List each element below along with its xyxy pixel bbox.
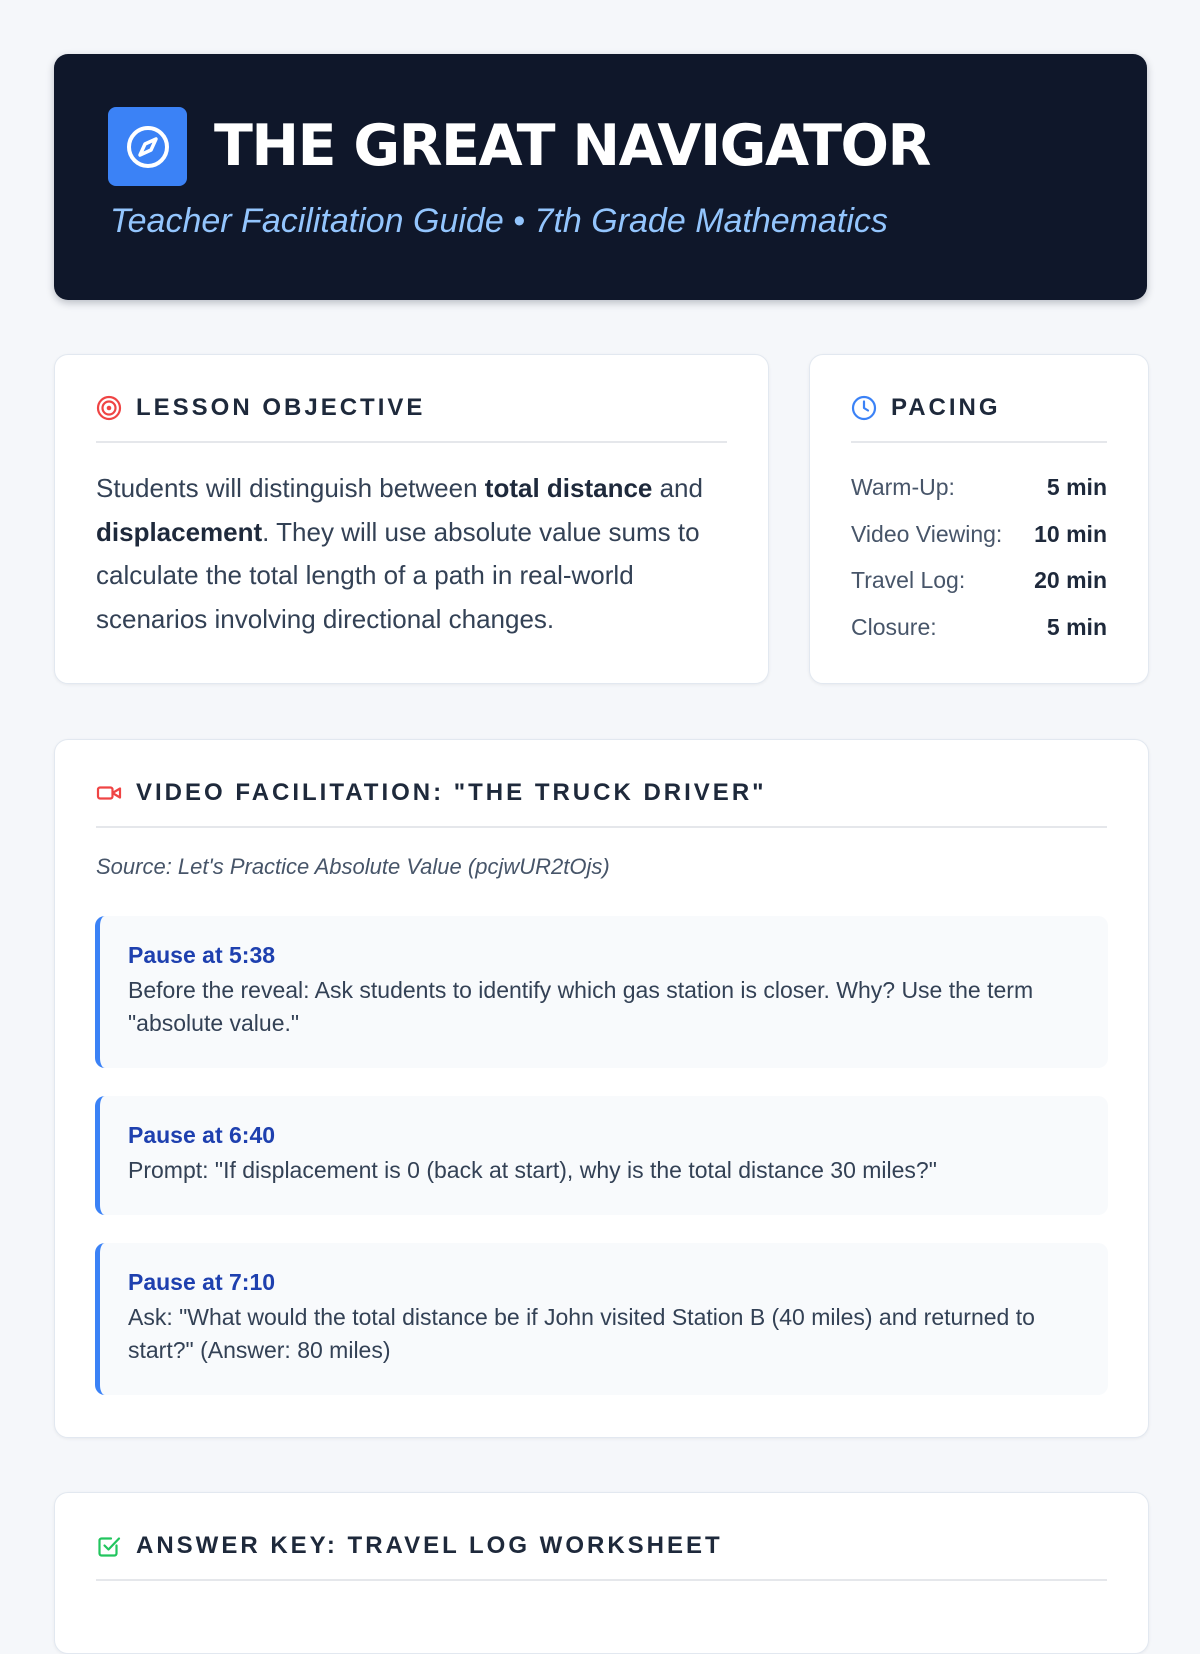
- pacing-label: Closure:: [851, 613, 937, 640]
- answer-key-header: [96, 1533, 1107, 1581]
- pacing-label: Video Viewing:: [851, 520, 1003, 547]
- answer-key-card: [54, 1492, 1149, 1654]
- compass-icon: [108, 107, 187, 186]
- pacing-value: 5 min: [1046, 613, 1107, 640]
- pacing-label: Warm-Up:: [851, 473, 955, 500]
- answer-key-heading: ANSWER KEY: TRAVEL LOG WORKSHEET: [136, 1532, 723, 1559]
- video-source: Source: Let's Practice Absolute Value (pcjwUR2tOjs): [96, 854, 610, 879]
- term-displacement: displacement: [96, 516, 263, 547]
- checkbox-icon: [96, 1533, 122, 1559]
- pause-timestamp: Pause at 5:38: [128, 942, 276, 968]
- lesson-objective-card: [54, 354, 769, 684]
- pacing-row: [851, 472, 1107, 502]
- pause-instruction: Prompt: "If displacement is 0 (back at start), why is the total distance 30 miles?": [128, 1157, 937, 1183]
- video-facilitation-header: [96, 780, 1107, 828]
- pacing-value: 20 min: [1034, 566, 1107, 593]
- lesson-objective-text: Students will distinguish between total distance and displacement. They will use absolute value sums to calculate the total length of a path in real-world scenarios involving directional changes.: [96, 473, 703, 634]
- target-icon: [96, 395, 122, 421]
- video-camera-icon: [96, 780, 122, 806]
- clock-icon: [851, 395, 877, 421]
- pause-instruction: Ask: "What would the total distance be if John visited Station B (40 miles) and returned to start?" (Answer: 80 miles): [128, 1304, 1035, 1363]
- pause-instruction: Before the reveal: Ask students to identify which gas station is closer. Why? Use the term "absolute value.": [128, 977, 1034, 1036]
- video-facilitation-heading: VIDEO FACILITATION: "THE TRUCK DRIVER": [136, 779, 767, 806]
- pacing-header: [851, 395, 1107, 443]
- pause-prompt: [95, 1096, 1108, 1215]
- term-total-distance: total distance: [484, 473, 653, 503]
- pacing-card: [809, 354, 1149, 684]
- pacing-value: 10 min: [1034, 520, 1107, 547]
- video-facilitation-card: [54, 739, 1149, 1438]
- page-title: THE GREAT NAVIGATOR: [214, 113, 930, 179]
- lesson-objective-heading: LESSON OBJECTIVE: [136, 394, 426, 421]
- pacing-row: [851, 565, 1107, 595]
- pause-timestamp: Pause at 6:40: [128, 1122, 276, 1148]
- pacing-value: 5 min: [1046, 473, 1107, 500]
- pause-timestamp: Pause at 7:10: [128, 1269, 276, 1295]
- pacing-row: [851, 519, 1107, 549]
- pacing-row: [851, 612, 1107, 642]
- page-subtitle: Teacher Facilitation Guide • 7th Grade Mathematics: [110, 202, 888, 240]
- lesson-objective-header: [96, 395, 727, 443]
- pause-prompt: [95, 1243, 1108, 1395]
- pause-prompt: [95, 916, 1108, 1068]
- pacing-heading: PACING: [891, 394, 1001, 421]
- guide-header: [54, 54, 1147, 300]
- pacing-label: Travel Log:: [851, 566, 966, 593]
